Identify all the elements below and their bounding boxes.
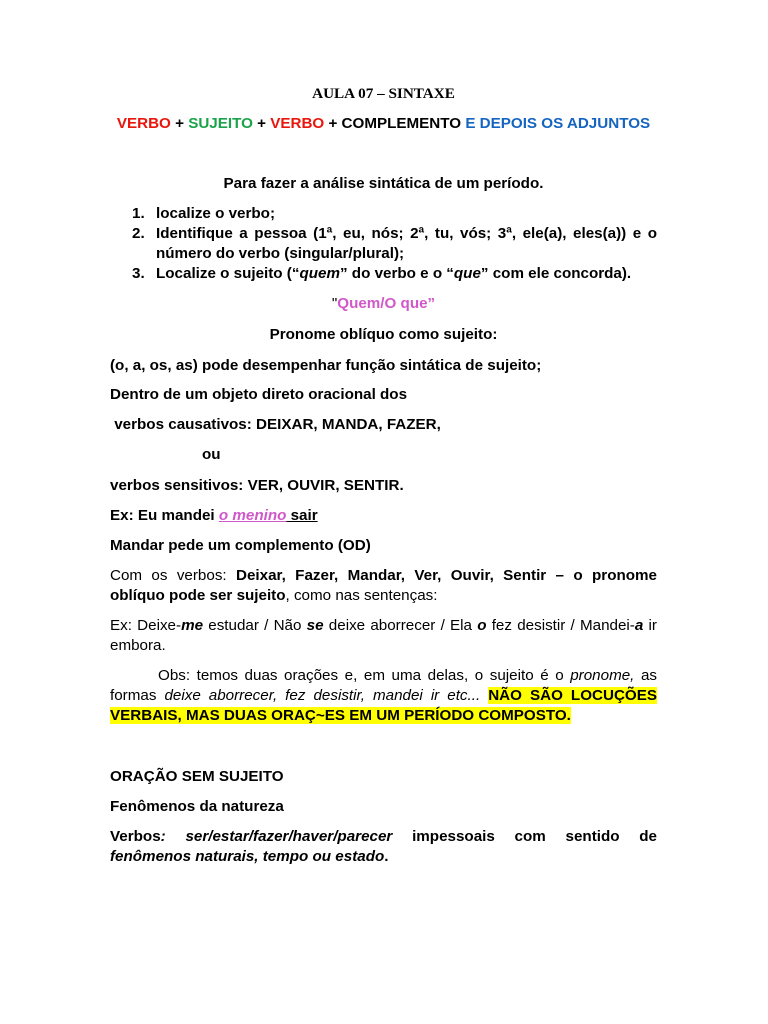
paragraph-line [110, 686, 657, 706]
paragraph-line: embora. [110, 637, 166, 654]
text-part: estudar / Não [203, 617, 307, 634]
step-text-part: ” do verbo e o “ [339, 265, 454, 282]
example-line [110, 506, 657, 526]
example-prefix: Ex: Eu mandei [110, 507, 219, 524]
intro-heading: Para fazer a análise sintática de um período. [223, 175, 544, 192]
syntax-formula [110, 114, 657, 134]
analysis-steps [110, 204, 657, 284]
list-item [110, 224, 657, 264]
verbos-paragraph [110, 827, 657, 867]
od-line: Dentro de um objeto direto oracional dos [110, 386, 408, 403]
formula-plus: + [170, 115, 189, 132]
text-bold: . [384, 848, 389, 865]
text-part: as [634, 667, 657, 684]
paragraph-line [110, 847, 657, 867]
text-bold-italic: a [634, 617, 644, 634]
step-text: localize o verbo; [156, 205, 276, 222]
text-bold-italic: o [477, 617, 487, 634]
fenomenos-heading: Fenômenos da natureza [110, 798, 284, 815]
text-bold: Verbos [110, 828, 161, 845]
text-part: fez desistir / Mandei- [486, 617, 635, 634]
text-part: , como nas sentenças: [285, 587, 438, 604]
text-part: deixe aborrecer / Ela [323, 617, 478, 634]
step-text-part: ” com ele concorda). [480, 265, 632, 282]
paragraph-line [110, 566, 657, 586]
paragraph-line [110, 827, 657, 847]
pronome-heading: Pronome oblíquo como sujeito: [269, 326, 498, 343]
text-part: ir [643, 617, 657, 634]
text-bold-italic: fenômenos naturais, tempo ou estado [110, 848, 385, 865]
example-sentences [110, 616, 657, 656]
text-bold: oblíquo pode ser sujeito [110, 587, 286, 604]
quote-mark: " [331, 295, 338, 312]
highlighted-text: NÃO SÃO LOCUÇÕES [488, 687, 657, 704]
text-part: Com os verbos: [110, 567, 236, 584]
quem-que-text: Quem/O que” [337, 295, 436, 312]
text-part: Obs: temos duas orações e, em uma delas, o sujeito é o [158, 667, 571, 684]
sensitivos-line: verbos sensitivos: VER, OUVIR, SENTIR. [110, 477, 404, 494]
mandar-line: Mandar pede um complemento (OD) [110, 537, 371, 554]
text-bold-italic: : ser/estar/fazer/haver/parecer [160, 828, 393, 845]
formula-adjuntos: E DEPOIS OS ADJUNTOS [461, 115, 651, 132]
paragraph-line [110, 586, 657, 606]
text-bold-italic: me [181, 617, 204, 634]
example-suffix: sair [286, 507, 318, 524]
list-item [110, 204, 657, 224]
step-text-italic: que [453, 265, 481, 282]
formula-verbo: VERBO [116, 115, 171, 132]
causativos-line: verbos causativos: DEIXAR, MANDA, FAZER, [110, 416, 441, 433]
com-verbos-paragraph [110, 566, 657, 606]
step-text: número do verbo (singular/plural); [156, 245, 405, 262]
formula-complemento: COMPLEMENTO [341, 115, 462, 132]
quem-que-label [110, 294, 657, 314]
text-part: Ex: Deixe- [110, 617, 182, 634]
text-italic: deixe aborrecer, fez desistir, mandei ir etc... [164, 687, 481, 704]
formula-sujeito: SUJEITO [188, 115, 253, 132]
page-title: AULA 07 – SINTAXE [312, 85, 455, 102]
text-part [480, 687, 488, 704]
obs-paragraph [110, 666, 657, 726]
list-item [110, 264, 657, 284]
list-number: 2. [132, 225, 145, 242]
pronome-description: (o, a, os, as) pode desempenhar função sintática de sujeito; [110, 357, 542, 374]
text-bold: Deixar, Fazer, Mandar, Ver, Ouvir, Sentir – o pronome [236, 567, 657, 584]
formula-plus: + [324, 115, 342, 132]
text-bold: impessoais com sentido de [392, 828, 658, 845]
list-number: 3. [132, 265, 145, 282]
step-text: Identifique a pessoa (1ª, eu, nós; 2ª, tu, vós; 3ª, ele(a), eles(a)) e o [156, 225, 657, 242]
formula-plus: + [252, 115, 271, 132]
ou-line: ou [202, 446, 221, 463]
paragraph-line [110, 706, 657, 726]
paragraph-line [110, 616, 657, 636]
paragraph-line [110, 666, 657, 686]
section-heading-sem-sujeito: ORAÇÃO SEM SUJEITO [110, 768, 284, 785]
formula-verbo: VERBO [270, 115, 325, 132]
step-text-part: Localize o sujeito (“ [156, 265, 300, 282]
list-number: 1. [132, 205, 145, 222]
text-part: formas [110, 687, 165, 704]
highlighted-text: VERBAIS, MAS DUAS ORAÇ~ES EM UM PERÍODO COMPOSTO. [110, 707, 571, 724]
example-highlight: o menino [218, 507, 287, 524]
text-bold-italic: se [306, 617, 324, 634]
step-text [156, 264, 657, 284]
text-italic: pronome, [570, 667, 635, 684]
step-text-italic: quem [299, 265, 340, 282]
